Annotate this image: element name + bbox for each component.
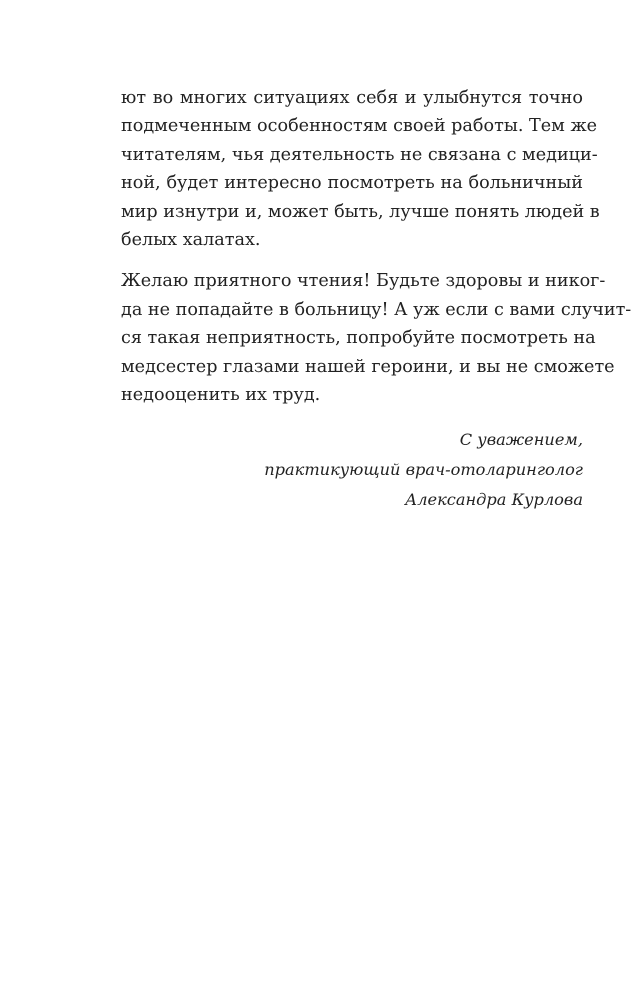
paragraph-2-line: недооценить их труд. [121,385,321,406]
paragraph-2-line: медсестер глазами нашей героини, и вы не сможете [121,356,615,377]
paragraph-2-line: Желаю приятного чтения! Будьте здоровы и никог- [121,271,606,292]
paragraph-1-line: читателям, чья деятельность не связана с медици- [121,144,598,165]
paragraph-1-line: мир изнутри и, может быть, лучше понять людей в [121,201,600,222]
paragraph-1-line: белых халатах. [121,230,261,251]
page-text [121,84,632,515]
paragraph-spacer [121,254,583,267]
signature-block [121,425,583,515]
paragraph-2-line: да не попадайте в больницу! А уж если с вами случит- [121,299,632,320]
signature-name: Александра Курлова [404,490,583,510]
paragraph-2-line: ся такая неприятность, попробуйте посмотреть на [121,328,596,349]
paragraph-1 [121,84,600,254]
paragraph-1-line: ют во многих ситуациях себя и улыбнутся точно [121,88,583,108]
paragraph-2 [121,267,632,409]
paragraph-1-line: подмеченным особенностям своей работы. Тем же [121,116,598,137]
signature-title: практикующий врач-отоларинголог [264,460,583,480]
paragraph-1-line: ной, будет интересно посмотреть на больничный [121,173,583,194]
signature-closing: С уважением, [459,430,583,450]
